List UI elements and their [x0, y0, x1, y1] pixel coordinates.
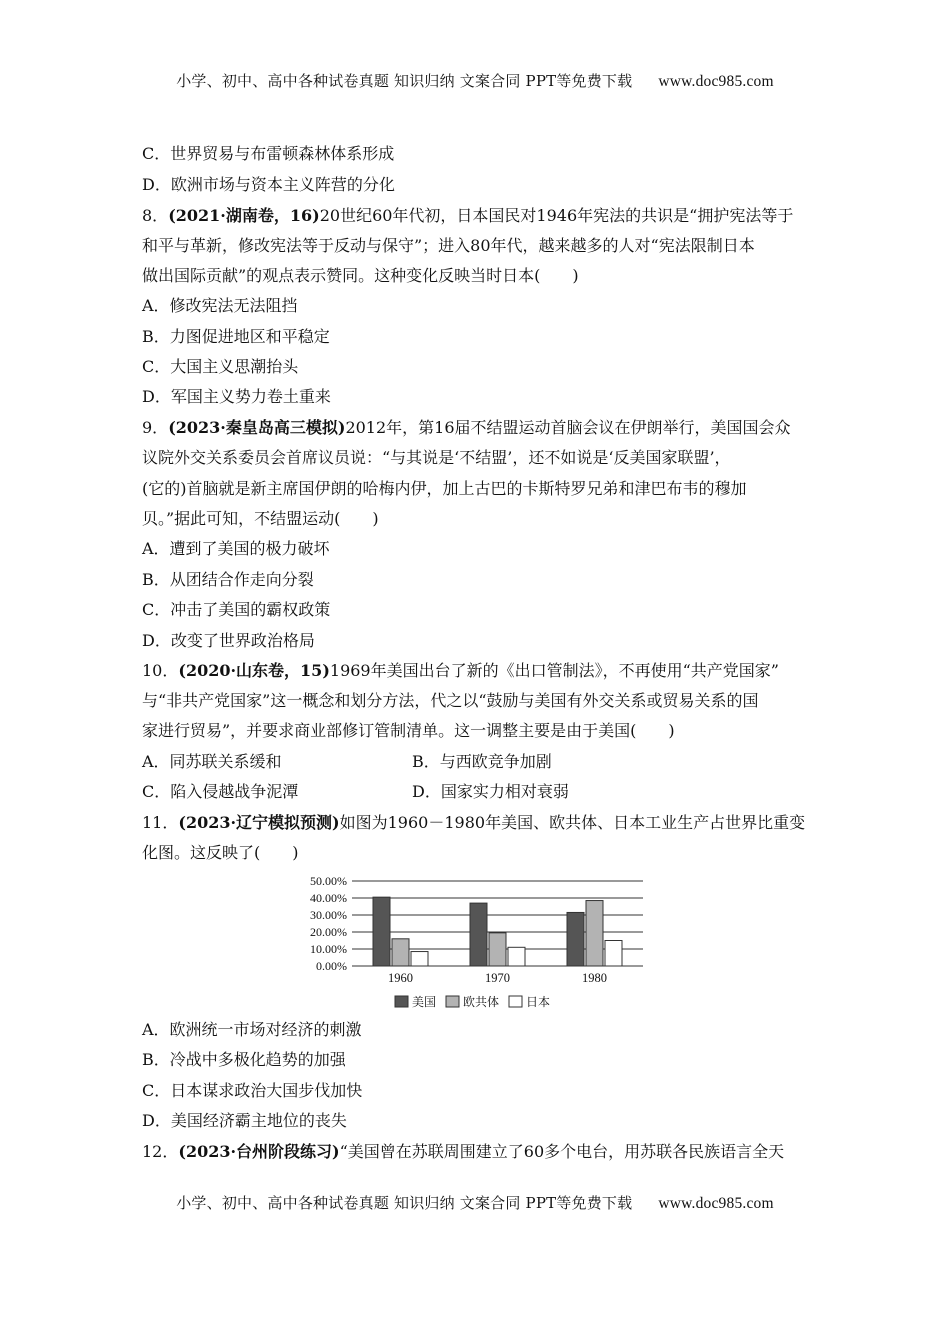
- y-tick-label: 50.00%: [310, 874, 347, 888]
- q11-text: 如图为1960－1980年美国、欧共体、日本工业生产占世界比重变: [339, 813, 806, 832]
- q9-number: 9．: [142, 418, 169, 437]
- q10-text: 1969年美国出台了新的《出口管制法》，不再使用“共产党国家”: [329, 661, 779, 680]
- x-tick-label: 1970: [485, 971, 510, 985]
- legend-swatch: [395, 996, 408, 1007]
- q11-source: (2023·辽宁模拟预测): [178, 813, 340, 832]
- q11-option-d: D．美国经济霸主地位的丧失: [142, 1111, 347, 1130]
- y-tick-label: 40.00%: [310, 891, 347, 905]
- y-tick-label: 30.00%: [310, 908, 347, 922]
- q10-option-a: A．同苏联关系缓和: [142, 752, 282, 771]
- q10-stem-line2: 与“非共产党国家”这一概念和划分方法，代之以“鼓励与美国有外交关系或贸易关系的国: [142, 691, 759, 710]
- bar-1960-1: [392, 939, 409, 966]
- page-footer: [0, 1192, 950, 1213]
- bar-1960-2: [411, 952, 428, 966]
- page-header: [0, 70, 950, 91]
- q12-stem-line1: [142, 1142, 784, 1162]
- legend-swatch: [446, 996, 459, 1007]
- q11-option-a: A．欧洲统一市场对经济的刺激: [142, 1020, 362, 1039]
- q10-source: (2020·山东卷，15): [178, 661, 330, 680]
- q8-stem-line2: 和平与革新，修改宪法等于反动与保守”；进入80年代，越来越多的人对“宪法限制日本: [142, 236, 755, 255]
- q8-option-c: C．大国主义思潮抬头: [142, 357, 299, 376]
- q8-stem-line3: 做出国际贡献”的观点表示赞同。这种变化反映当时日本( ): [142, 266, 579, 285]
- q9-stem-line1: [142, 418, 791, 438]
- bar-1970-1: [489, 933, 506, 966]
- q12-source: (2023·台州阶段练习): [178, 1142, 340, 1161]
- q7-option-d: D．欧洲市场与资本主义阵营的分化: [142, 175, 395, 194]
- bar-1970-2: [508, 947, 525, 966]
- bar-1980-1: [586, 901, 603, 966]
- q9-stem-line4: 贝。”据此可知，不结盟运动( ): [142, 509, 379, 528]
- footer-url: www.doc985.com: [658, 1195, 774, 1212]
- y-tick-label: 0.00%: [316, 959, 347, 973]
- q9-option-c: C．冲击了美国的霸权政策: [142, 600, 331, 619]
- bar-1970-0: [470, 903, 487, 966]
- q9-stem-line3: (它的)首脑就是新主席国伊朗的哈梅内伊，加上古巴的卡斯特罗兄弟和津巴布韦的穆加: [142, 479, 747, 498]
- header-text: 小学、初中、高中各种试卷真题 知识归纳 文案合同 PPT等免费下载: [176, 72, 633, 90]
- q10-stem-line1: [142, 661, 779, 681]
- q10-option-d: D．国家实力相对衰弱: [412, 782, 569, 801]
- q9-option-a: A．遭到了美国的极力破坏: [142, 539, 330, 558]
- y-tick-label: 10.00%: [310, 942, 347, 956]
- x-tick-label: 1960: [388, 971, 413, 985]
- q11-option-c: C．日本谋求政治大国步伐加快: [142, 1081, 363, 1100]
- q11-stem-line1: [142, 813, 805, 833]
- q11-stem-line2: 化图。这反映了( ): [142, 843, 299, 862]
- q9-stem-line2: 议院外交关系委员会首席议员说：“与其说是‘不结盟’，还不如说是‘反美国家联盟’，: [142, 448, 731, 467]
- q8-option-b: B．力图促进地区和平稳定: [142, 327, 330, 346]
- q11-option-b: B．冷战中多极化趋势的加强: [142, 1050, 346, 1069]
- legend-label: 美国: [412, 995, 437, 1009]
- q10-option-b: B．与西欧竞争加剧: [412, 752, 552, 771]
- q10-stem-line3: 家进行贸易”，并要求商业部修订管制清单。这一调整主要是由于美国( ): [142, 721, 675, 740]
- q7-option-c: C．世界贸易与布雷顿森林体系形成: [142, 144, 395, 163]
- y-tick-label: 20.00%: [310, 925, 347, 939]
- q11-bar-chart: [290, 868, 660, 1016]
- q9-source: (2023·秦皇岛高三模拟): [168, 418, 346, 437]
- q8-source: (2021·湖南卷，16): [168, 206, 320, 225]
- q9-text: 2012年，第16届不结盟运动首脑会议在伊朗举行，美国国会众: [345, 418, 791, 437]
- q8-option-d: D．军国主义势力卷土重来: [142, 387, 331, 406]
- bar-1980-0: [567, 912, 584, 966]
- bar-1980-2: [605, 941, 622, 967]
- q8-number: 8．: [142, 206, 169, 225]
- q12-text: “美国曾在苏联周围建立了60多个电台，用苏联各民族语言全天: [339, 1142, 785, 1161]
- q10-option-c: C．陷入侵越战争泥潭: [142, 782, 299, 801]
- q8-option-a: A．修改宪法无法阻挡: [142, 296, 298, 315]
- x-tick-label: 1980: [582, 971, 607, 985]
- q12-number: 12．: [142, 1142, 179, 1161]
- q8-text: 20世纪60年代初，日本国民对1946年宪法的共识是“拥护宪法等于: [319, 206, 794, 225]
- footer-text: 小学、初中、高中各种试卷真题 知识归纳 文案合同 PPT等免费下载: [176, 1194, 633, 1212]
- legend-label: 日本: [526, 995, 551, 1009]
- q9-option-b: B．从团结合作走向分裂: [142, 570, 314, 589]
- legend-swatch: [509, 996, 522, 1007]
- header-url: www.doc985.com: [658, 73, 774, 90]
- q10-number: 10．: [142, 661, 179, 680]
- q9-option-d: D．改变了世界政治格局: [142, 631, 315, 650]
- bar-1960-0: [373, 897, 390, 966]
- q11-number: 11．: [142, 813, 179, 832]
- q8-stem-line1: [142, 206, 793, 226]
- legend-label: 欧共体: [463, 995, 500, 1009]
